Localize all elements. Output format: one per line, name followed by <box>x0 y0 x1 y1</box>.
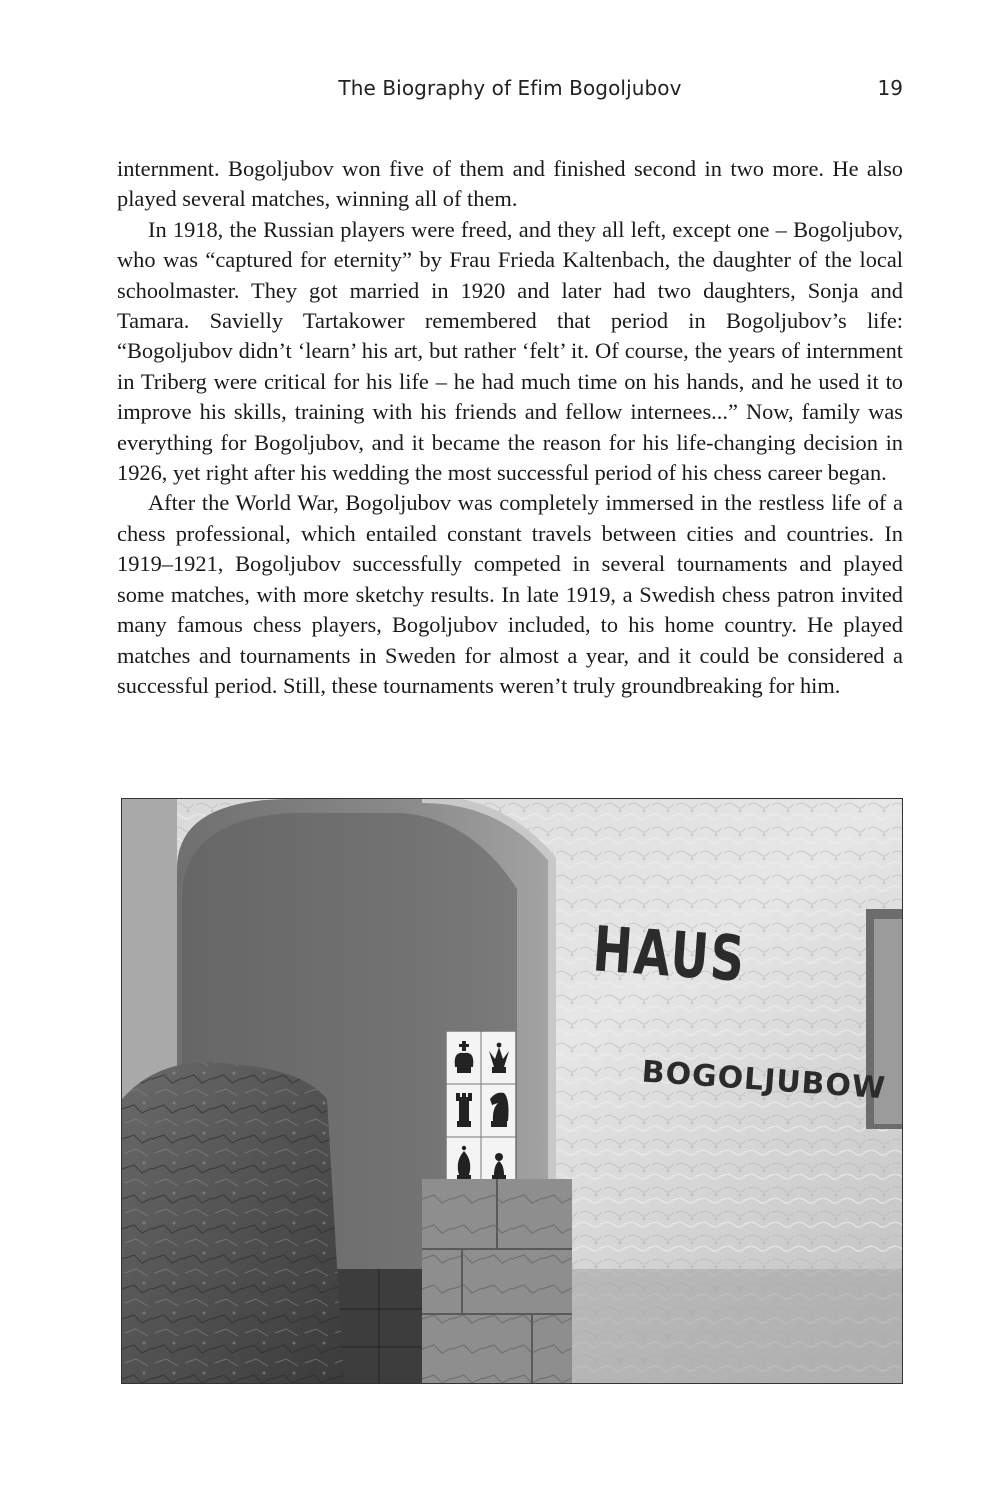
body-text <box>117 154 903 701</box>
running-title: The Biography of Efim Bogoljubov <box>338 76 682 100</box>
page-number: 19 <box>877 76 903 100</box>
running-head <box>117 74 903 106</box>
paragraph: After the World War, Bogoljubov was completely immersed in the restless life of a chess professional, which entailed constant travels between cities and countries. In 1919–1921, Bogoljubov successfully competed in several tournaments and played some matches, with more sketchy results. In late 1919, a Swedish chess patron invited many famous chess players, Bogoljubov included, to his home country. He played matches and tournaments in Sweden for almost a year, and it could be considered a successful period. Still, these tournaments weren’t truly groundbreaking for him. <box>117 490 903 698</box>
chess-tile-panel <box>446 1031 516 1191</box>
paragraph: internment. Bogoljubov won five of them and finished second in two more. He also played several matches, winning all of them. <box>117 156 903 212</box>
sign-line-1: HAUS <box>590 913 749 997</box>
sign-line-2: BOGOLJUBOW <box>640 1054 888 1107</box>
paragraph: In 1918, the Russian players were freed, and they all left, except one – Bogoljubov, who was “captured for eternity” by Frau Frieda Kaltenbach, the daughter of the local schoolmaster. They got married in 1920 and later had two daughters, Sonja and Tamara. Savielly Tartakower remembered that period in Bogoljubov’s life: “Bogoljubov didn’t ‘learn’ his art, but rather ‘felt’ it. Of course, the years of internment in Triberg were critical for his life – he had much time on his hands, and he used it to improve his skills, training with his friends and fellow internees...” Now, family was everything for Bogoljubov, and it became the reason for his life-changing decision in 1926, yet right after his wedding the most successful period of his chess career began. <box>117 216 903 486</box>
photo-haus-bogoljubow <box>121 798 903 1384</box>
